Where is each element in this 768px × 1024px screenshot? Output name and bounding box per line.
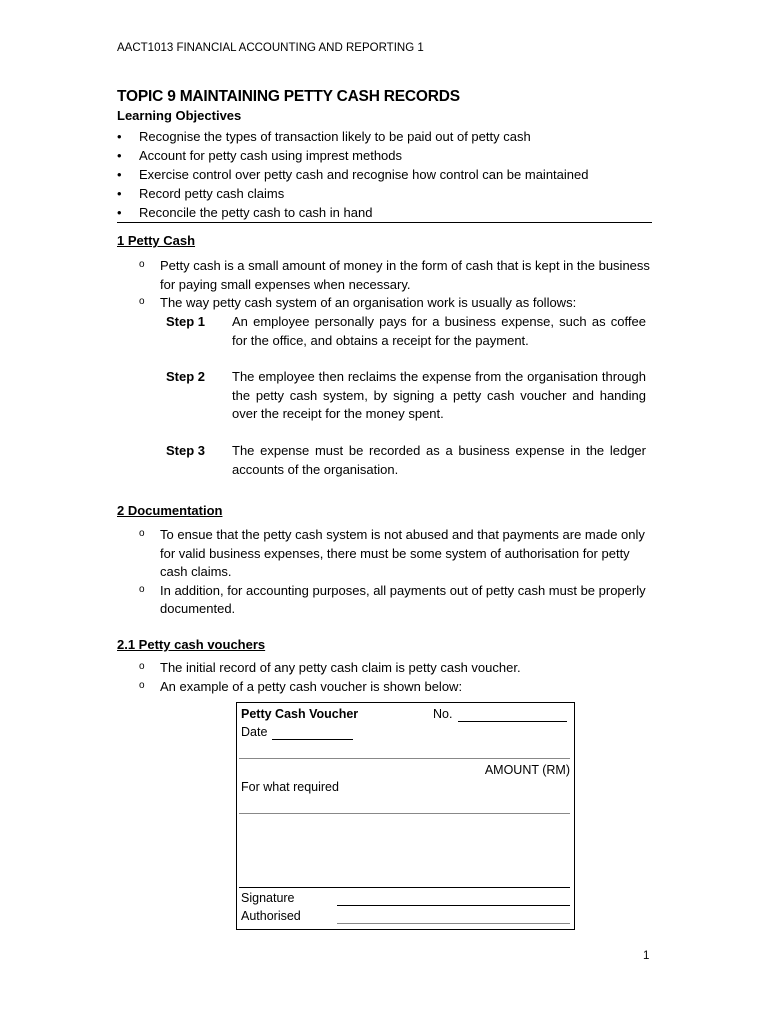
voucher-date-line xyxy=(272,739,353,740)
step-1 xyxy=(166,313,646,350)
list-item: o The initial record of any petty cash claim is petty cash voucher. xyxy=(139,659,651,678)
voucher-divider xyxy=(239,887,570,888)
voucher-signature-label: Signature xyxy=(241,891,295,905)
voucher-amount-label: AMOUNT (RM) xyxy=(484,763,570,777)
objective-item: • Recognise the types of transaction likely to be paid out of petty cash xyxy=(117,127,657,146)
section-divider xyxy=(117,222,652,223)
voucher-divider xyxy=(239,758,570,759)
topic-title: TOPIC 9 MAINTAINING PETTY CASH RECORDS xyxy=(117,88,460,105)
list-item: o The way petty cash system of an organisation work is usually as follows: xyxy=(139,294,651,313)
voucher-divider xyxy=(239,813,570,814)
voucher-authorised-label: Authorised xyxy=(241,909,301,923)
step-2 xyxy=(166,368,646,424)
petty-cash-bullets xyxy=(139,257,651,313)
step-label: Step 2 xyxy=(166,369,206,384)
list-item: o To ensue that the petty cash system is not abused and that payments are made only for valid business expenses, there must be some system of authorisation for petty cash claims. xyxy=(139,526,651,582)
course-header: AACT1013 FINANCIAL ACCOUNTING AND REPORTING 1 xyxy=(117,42,424,54)
step-label: Step 1 xyxy=(166,314,206,329)
list-item: o Petty cash is a small amount of money in the form of cash that is kept in the business for paying small expenses when necessary. xyxy=(139,257,651,294)
step-text: The employee then reclaims the expense from the organisation through the petty cash system, by signing a petty cash voucher and handing over the receipt for the money spent. xyxy=(232,369,646,421)
vouchers-bullets xyxy=(139,659,651,696)
step-label: Step 3 xyxy=(166,443,206,458)
voucher-no-label: No. xyxy=(433,707,453,721)
page-number: 1 xyxy=(643,950,650,962)
voucher-date-label: Date xyxy=(241,725,268,739)
section-heading-petty-cash-vouchers: 2.1 Petty cash vouchers xyxy=(117,637,266,652)
objective-item: • Record petty cash claims xyxy=(117,184,657,203)
list-item: o In addition, for accounting purposes, all payments out of petty cash must be properly documented. xyxy=(139,582,651,619)
petty-cash-voucher xyxy=(236,702,575,930)
voucher-for-label: For what required xyxy=(241,780,339,794)
step-3 xyxy=(166,442,646,479)
step-text: An employee personally pays for a business expense, such as coffee for the office, and obtains a receipt for the payment. xyxy=(232,314,646,348)
section-heading-documentation: 2 Documentation xyxy=(117,503,223,518)
section-heading-petty-cash: 1 Petty Cash xyxy=(117,233,196,248)
list-item: o An example of a petty cash voucher is shown below: xyxy=(139,678,651,697)
step-text: The expense must be recorded as a business expense in the ledger accounts of the organisation. xyxy=(232,443,646,477)
voucher-title: Petty Cash Voucher xyxy=(241,707,359,721)
documentation-bullets xyxy=(139,526,651,619)
voucher-signature-line xyxy=(337,905,570,906)
objective-item: • Account for petty cash using imprest methods xyxy=(117,146,657,165)
objective-item: • Exercise control over petty cash and recognise how control can be maintained xyxy=(117,165,657,184)
learning-objectives-heading: Learning Objectives xyxy=(117,108,242,123)
voucher-authorised-line xyxy=(337,923,570,924)
learning-objectives-list xyxy=(117,127,657,222)
objective-item: • Reconcile the petty cash to cash in hand xyxy=(117,203,657,222)
voucher-no-line xyxy=(458,721,567,722)
